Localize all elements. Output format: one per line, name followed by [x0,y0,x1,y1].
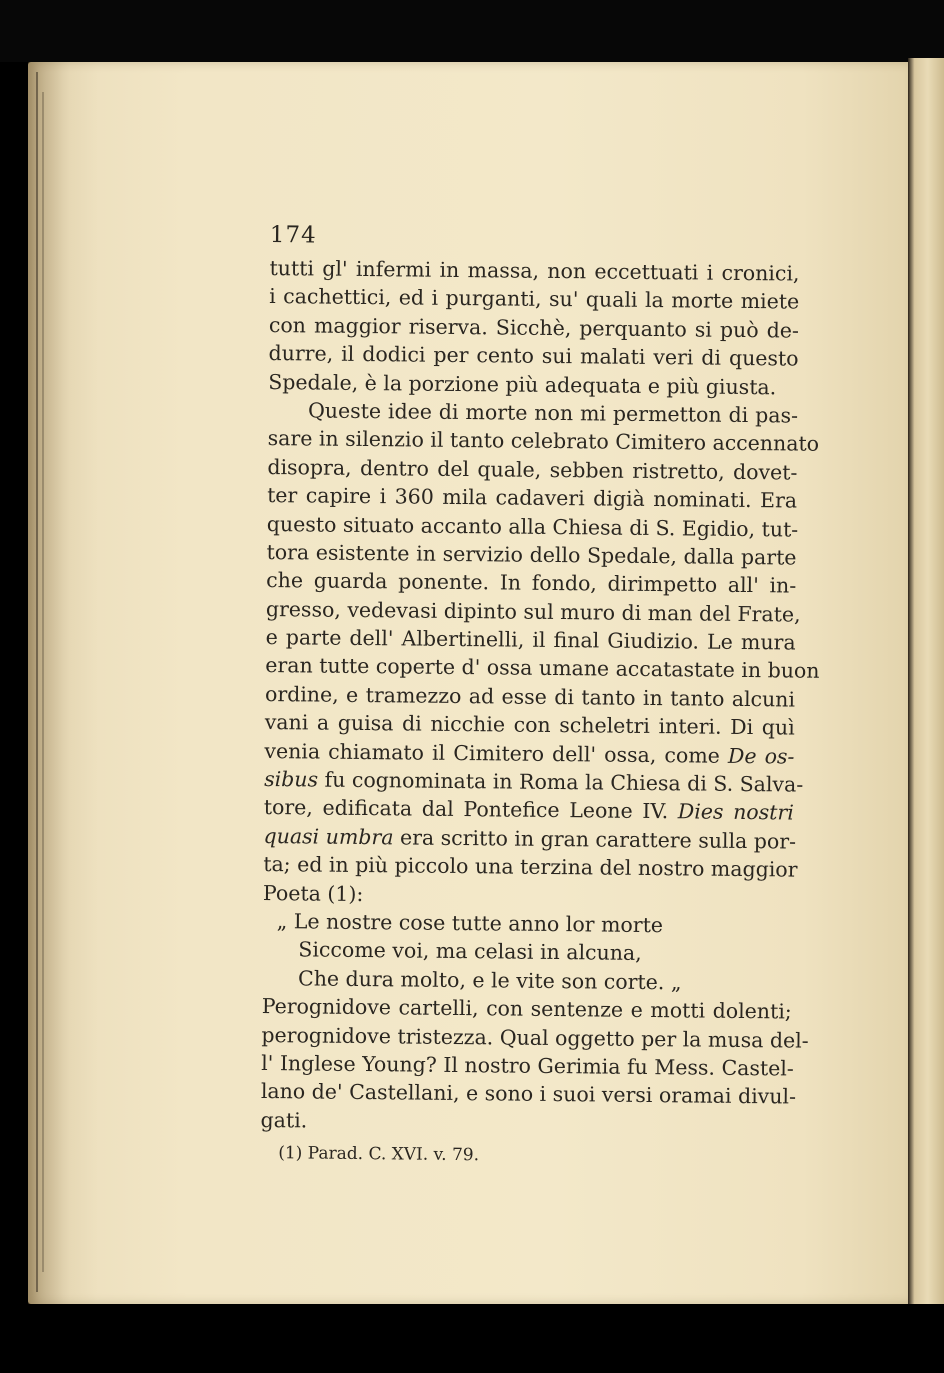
text-line: Perognidove cartelli, con sentenze e motti dolenti; [261,994,792,1024]
text-line: e parte dell' Albertinelli, il final Giudizio. Le mura [265,625,796,655]
text-line: disopra, dentro del quale, sebben ristretto, dovet- [267,454,798,485]
text-line: che guarda ponente. In fondo, dirimpetto all' in- [266,568,797,598]
text-line: l' Inglese Young? Il nostro Gerimia fu Mess. Castel- [261,1050,794,1081]
scan-top-border [0,0,944,62]
text-line: tutti gl' infermi in massa, non eccettuati i cronici, [269,255,800,286]
footnote: (1) Parad. C. XVI. v. 79. [278,1143,480,1166]
scan-bottom-border [0,1304,944,1373]
facing-page-edge [908,58,944,1308]
text-line: lano de' Castellani, e sono i suoi versi oramai divul- [260,1079,797,1109]
text-line: eran tutte coperte d' ossa umane accatastate in buon [265,653,820,684]
italic-text-run: De os- [727,743,795,769]
verse-line: „ Le nostre cose tutte anno lor morte [276,909,664,938]
text-line: vani a guisa di nicchie con scheletri interi. Di quì [264,710,795,740]
footnote-reference-line: Poeta (1): [262,880,364,906]
text-line: gresso, vedevasi dipinto sul muro di man del Frate, [265,596,801,627]
text-line: gati. [260,1107,308,1133]
paragraph-start-line: Queste idee di morte non mi permetton di pas- [307,398,799,428]
page-text [260,222,820,1172]
binding-edge-line [42,92,44,1272]
text-line: Spedale, è la porzione più adequata e più giusta. [268,369,777,399]
text-line: i cachettici, ed i purganti, su' quali la morte miete [269,284,800,314]
text-run: tore, edificata dal Pontefice Leone IV. [263,795,678,824]
page-number: 174 [269,222,317,249]
text-line: sare in silenzio il tanto celebrato Cimitero accennato [267,426,820,457]
italic-text-run: Dies nostri [677,799,794,825]
text-run: fu cognominata in Roma la Chiesa di S. Salva- [317,767,804,797]
text-line: ordine, e tramezzo ad esse di tanto in tanto alcuni [264,681,796,712]
text-line: ta; ed in più piccolo una terzina del nostro maggior [263,852,798,882]
text-run: venia chiamato il Cimitero dell' ossa, come [264,738,729,768]
text-line: durre, il dodici per cento sui malati veri di questo [268,341,799,371]
text-line: perognidove tristezza. Qual oggetto per la musa del- [261,1022,809,1053]
verse-line: Siccome voi, ma celasi in alcuna, [298,937,642,966]
verse-line: Che dura molto, e le vite son corte. „ [297,966,682,995]
italic-text-run: quasi umbra [263,823,394,850]
text-line: ter capire i 360 mila cadaveri digià nominati. Era [267,483,798,513]
page-gutter-shadow [28,62,98,1304]
italic-text-run: sibus [264,767,319,792]
text-line: questo situato accanto alla Chiesa di S. Egidio, tut- [266,511,799,542]
text-run: era scritto in gran carattere sulla por- [393,825,797,854]
text-line: tora esistente in servizio dello Spedale, dalla parte [266,539,797,570]
text-line: con maggior riserva. Sicchè, perquanto si può de- [268,312,800,343]
binding-edge-line [36,72,38,1292]
